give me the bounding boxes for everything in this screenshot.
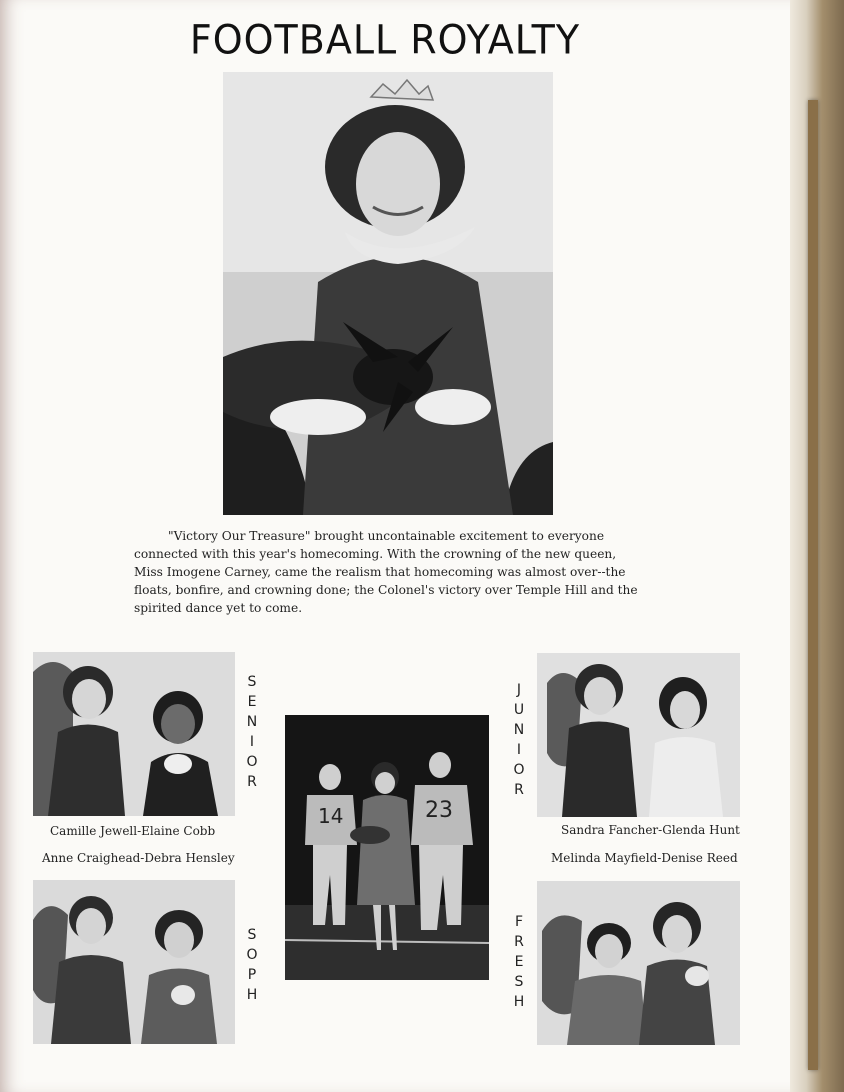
junior-label: JUNIOR bbox=[513, 682, 525, 798]
soph-attendants-photo bbox=[33, 880, 235, 1044]
senior-photo-illustration bbox=[33, 652, 235, 816]
soph-caption: Anne Craighead-Debra Hensley bbox=[42, 851, 235, 865]
senior-attendants-photo bbox=[33, 652, 235, 816]
book-spine bbox=[808, 100, 818, 1070]
jersey-number-right: 23 bbox=[425, 798, 453, 823]
queen-photo-illustration bbox=[223, 72, 553, 515]
fresh-attendants-photo bbox=[537, 881, 740, 1045]
jersey-number-left: 14 bbox=[318, 804, 344, 828]
junior-attendants-photo bbox=[537, 653, 740, 817]
center-photo-illustration bbox=[285, 715, 489, 980]
book-binding bbox=[790, 0, 844, 1092]
soph-photo-illustration bbox=[33, 880, 235, 1044]
queen-photo bbox=[223, 72, 553, 515]
queen-escort-photo bbox=[285, 715, 489, 980]
junior-photo-illustration bbox=[537, 653, 740, 817]
fresh-photo-illustration bbox=[537, 881, 740, 1045]
fresh-label: FRESH bbox=[513, 914, 525, 1010]
senior-label: SENIOR bbox=[246, 674, 258, 790]
fresh-caption: Melinda Mayfield-Denise Reed bbox=[551, 851, 738, 865]
junior-caption: Sandra Fancher-Glenda Hunt bbox=[561, 823, 740, 837]
story-paragraph: "Victory Our Treasure" brought uncontainable excitement to everyone connected with this year's homecoming. With the crowning of the new queen, Miss Imogene Carney, came the realism that homecoming was almost over--the floats, bonfire, and crowning done; the Colonel's victory over Temple Hill and the spirited dance yet to come. bbox=[134, 529, 638, 615]
senior-caption: Camille Jewell-Elaine Cobb bbox=[50, 824, 216, 838]
soph-label: SOPH bbox=[246, 927, 258, 1003]
page-title: FOOTBALL ROYALTY bbox=[189, 16, 581, 64]
